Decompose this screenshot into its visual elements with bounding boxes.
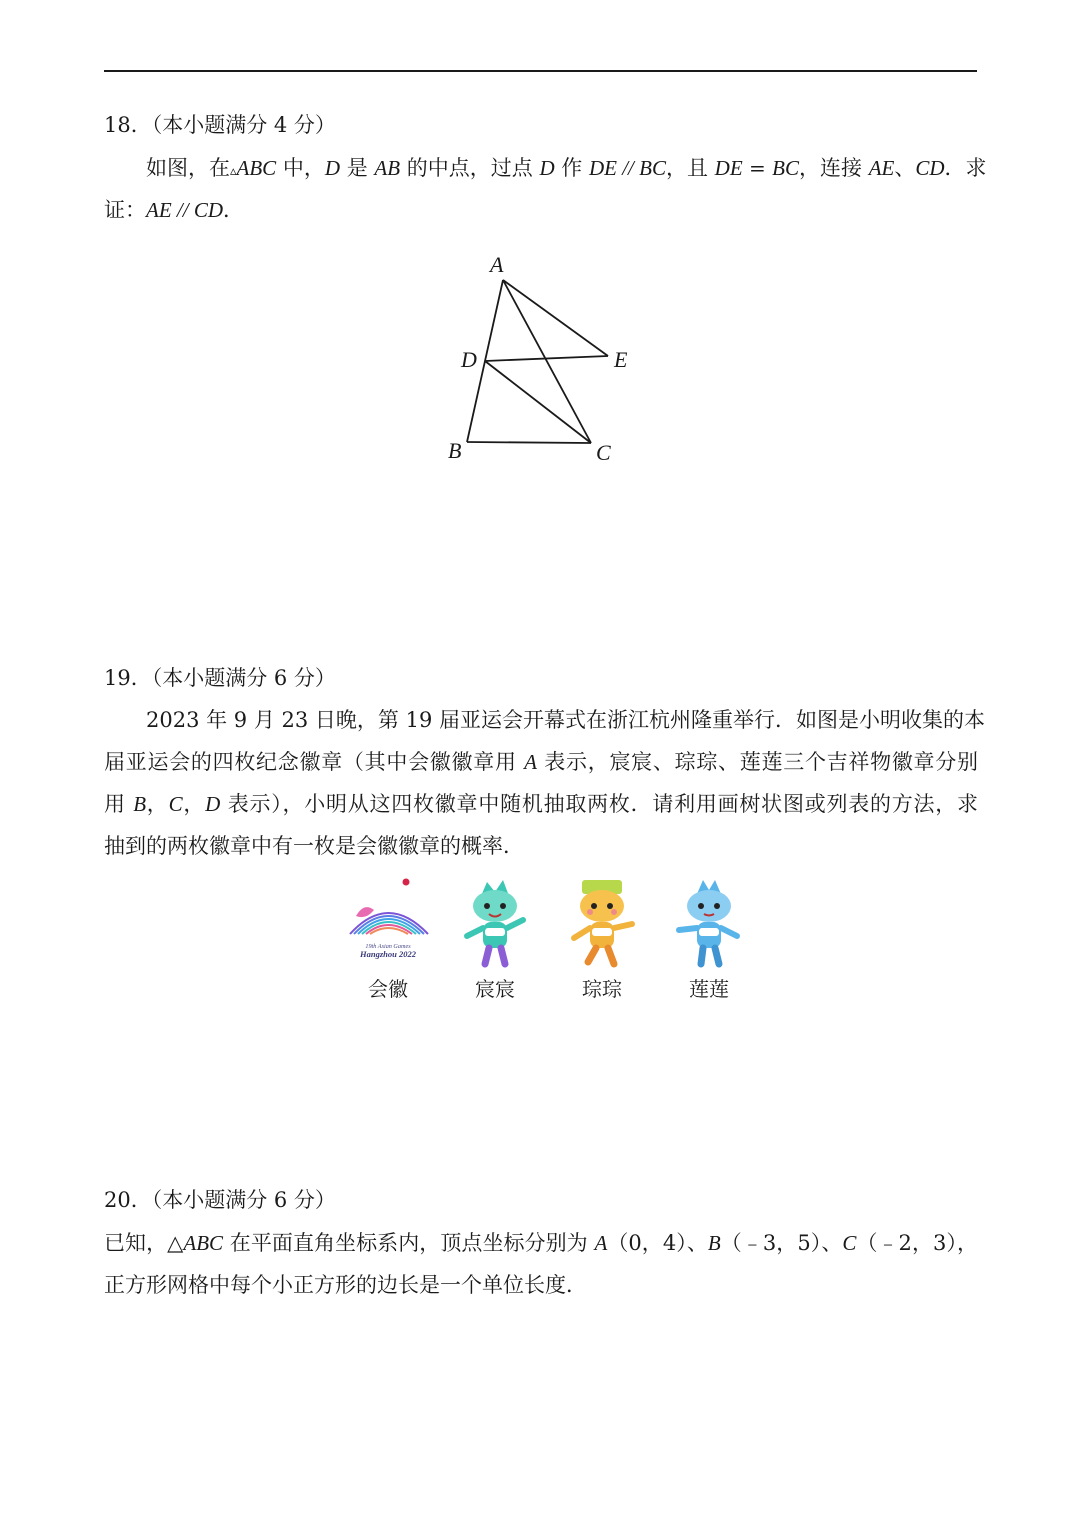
svg-text:19th Asian Games: 19th Asian Games — [365, 943, 411, 950]
segment-AC — [503, 280, 591, 443]
q19-text-line-2: 届亚运会的四枚纪念徽章（其中会徽徽章用 A 表示，宸宸、琮琮、莲莲三个吉祥物徽章分别 — [104, 750, 978, 774]
badge-caption-congcong: 琮琮 — [582, 977, 622, 1001]
badge-caption-emblem: 会徽 — [368, 977, 408, 1001]
mascot-chenchen-icon — [445, 874, 545, 970]
segment-AE — [503, 280, 608, 356]
label-C: C — [596, 440, 611, 465]
label-D: D — [461, 347, 477, 372]
q18-text-line-1: 如图，在▵ABC 中，D 是 AB 的中点，过点 D 作 DE // BC，且 DE = BC，连接 AE、CD．求 — [146, 156, 987, 180]
q18-text-line-2: 证：AE // CD． — [104, 198, 245, 222]
q20-text-line-1: 已知，△ABC 在平面直角坐标系内，顶点坐标分别为 A（0，4）、B（﹣3，5）、C（﹣2，3）， — [104, 1231, 978, 1255]
badge-chenchen — [445, 874, 545, 970]
asian-games-emblem-icon — [338, 874, 438, 964]
label-A: A — [490, 252, 504, 277]
segment-BC — [467, 442, 591, 443]
badge-emblem — [338, 874, 438, 964]
q18-header: 18．（本小题满分 4 分） — [104, 113, 336, 137]
mascot-lianlian-icon — [659, 874, 759, 970]
q18-triangle-figure — [430, 245, 670, 475]
badge-caption-chenchen: 宸宸 — [475, 977, 515, 1001]
badge-lianlian — [659, 874, 759, 970]
svg-text:Hangzhou 2022: Hangzhou 2022 — [360, 949, 416, 959]
segment-DC — [485, 361, 591, 443]
label-B: B — [448, 438, 462, 463]
badge-congcong — [552, 874, 652, 970]
q19-text-line-4: 抽到的两枚徽章中有一枚是会徽徽章的概率． — [104, 834, 524, 858]
q19-text-line-3: 用 B，C，D 表示），小明从这四枚徽章中随机抽取两枚．请利用画树状图或列表的方法，求 — [104, 792, 979, 816]
q20-header: 20．（本小题满分 6 分） — [104, 1188, 336, 1212]
badge-figure — [330, 874, 760, 1009]
q19-text-line-1: 2023 年 9 月 23 日晚，第 19 届亚运会开幕式在浙江杭州隆重举行．如图是小明收集的本 — [146, 708, 985, 732]
q20-text-line-2: 正方形网格中每个小正方形的边长是一个单位长度． — [104, 1273, 587, 1297]
badge-caption-lianlian: 莲莲 — [689, 977, 729, 1001]
top-rule — [104, 70, 977, 72]
q19-header: 19．（本小题满分 6 分） — [104, 666, 336, 690]
mascot-congcong-icon — [552, 874, 652, 970]
label-E: E — [614, 347, 628, 372]
